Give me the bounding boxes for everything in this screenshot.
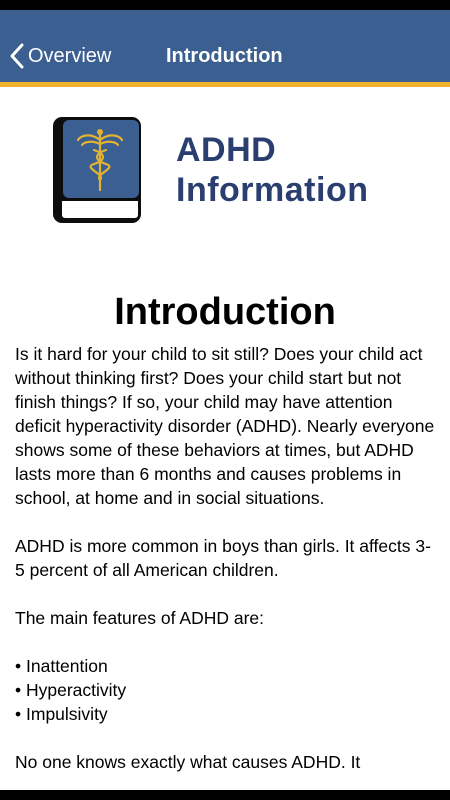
- paragraph: Is it hard for your child to sit still? Does your child act without thinking first? Does your child start but not finish things? If so, your child may have attention deficit hyperactivity disorder (ADHD). Nearly everyone shows some of these behaviors at times, but ADHD lasts more than 6 months and causes problems in school, at home and in social situations.: [15, 344, 435, 508]
- bottom-bar: [0, 790, 450, 800]
- list-item: • Inattention: [15, 654, 435, 678]
- paragraph: The main features of ADHD are:: [15, 608, 264, 628]
- logo-title-line-2: Information: [176, 171, 369, 209]
- logo-title: [176, 130, 406, 210]
- medical-book-icon: [52, 116, 142, 226]
- back-button[interactable]: [10, 40, 111, 72]
- list-item: • Impulsivity: [15, 702, 435, 726]
- nav-title: Introduction: [166, 45, 283, 67]
- page-title: Introduction: [114, 291, 336, 333]
- paragraph: ADHD is more common in boys than girls. It affects 3-5 percent of all American children.: [15, 536, 431, 580]
- article-body: [15, 342, 435, 798]
- logo-title-line-1: ADHD: [176, 131, 277, 169]
- chevron-left-icon: [10, 43, 24, 69]
- list-item: • Hyperactivity: [15, 678, 435, 702]
- back-button-label: Overview: [28, 44, 112, 67]
- app-logo: [52, 116, 392, 228]
- navigation-bar: [0, 10, 450, 82]
- navbar-accent-line: [0, 82, 450, 87]
- feature-list: [15, 654, 435, 726]
- status-bar: [0, 0, 450, 10]
- paragraph: No one knows exactly what causes ADHD. It: [15, 752, 361, 772]
